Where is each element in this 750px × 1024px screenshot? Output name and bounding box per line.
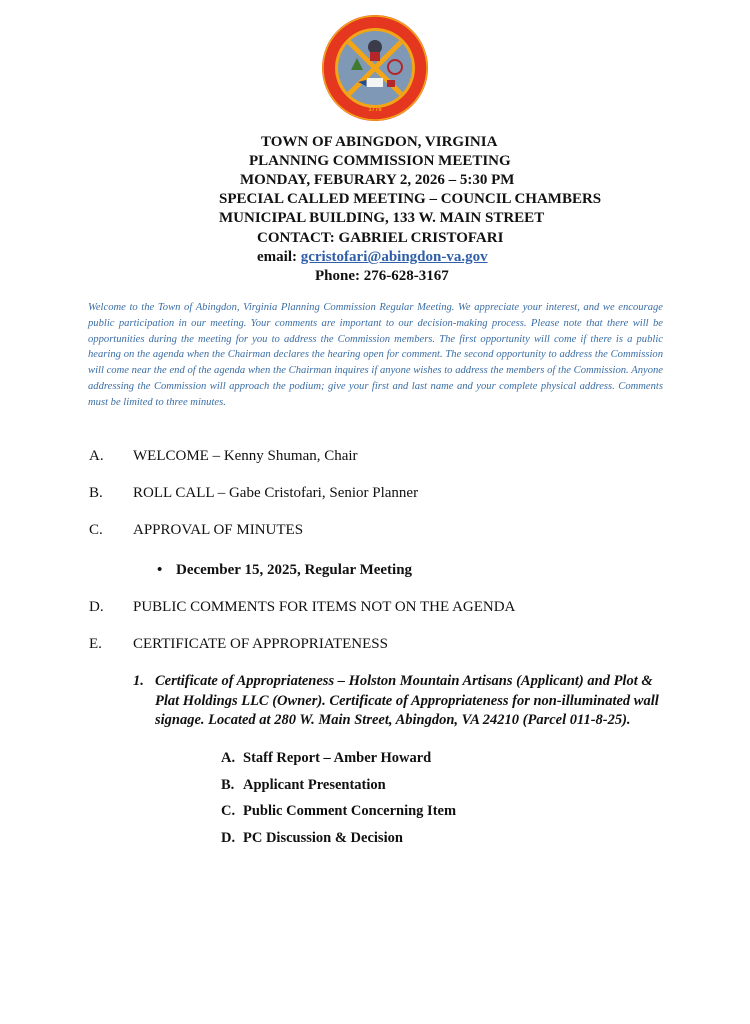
agenda-letter: D. (89, 599, 104, 615)
minutes-bullet-text: December 15, 2025, Regular Meeting (176, 562, 413, 578)
agenda-text: WELCOME – Kenny Shuman, Chair (133, 448, 358, 464)
agenda-text: PUBLIC COMMENTS FOR ITEMS NOT ON THE AGENDA (133, 599, 516, 615)
agenda-text: APPROVAL OF MINUTES (133, 522, 304, 538)
header-contact: CONTACT: GABRIEL CRISTOFARI (257, 230, 504, 246)
subitem-letter: C. (221, 803, 236, 819)
agenda-letter: B. (89, 485, 103, 501)
agenda-letter: E. (89, 636, 102, 652)
email-label: email: (257, 249, 301, 265)
agenda-text: CERTIFICATE OF APPROPRIATENESS (133, 636, 388, 652)
town-seal-icon (321, 14, 429, 122)
email-link[interactable]: gcristofari@abingdon-va.gov (300, 249, 488, 265)
header-phone: Phone: 276-628-3167 (315, 268, 449, 284)
header-email-line (257, 248, 488, 267)
subitem-letter: D. (221, 830, 236, 846)
header-commission: PLANNING COMMISSION MEETING (249, 153, 511, 169)
coa-item-text: Certificate of Appropriateness – Holston Mountain Artisans (Applicant) and Plot & Plat Holdings LLC (Owner). Certificate of Appropriateness for non-illuminated wall signage. Located at 280 W. Main Street, Abingdon, VA 24210 (Parcel 011-8-25). (155, 673, 659, 728)
header-location: MUNICIPAL BUILDING, 133 W. MAIN STREET (219, 210, 545, 226)
subitem-text: Public Comment Concerning Item (243, 803, 457, 819)
seal-year: 1778 (368, 107, 382, 113)
welcome-paragraph: Welcome to the Town of Abingdon, Virginia Planning Commission Regular Meeting. We appreciate your interest, and we encourage public participation in our meeting. Your comments are important to our decision-making process. Please note that there will be opportunities during the meeting for you to address the Commission members. The first opportunity will come if there is a public hearing on the agenda when the Chairman declares the hearing open for comment. The second opportunity to address the Commission will come near the end of the agenda when the Chairman inquires if anyone wishes to address the members of the Commission. Anyone addressing the Commission will approach the podium; give your first and last name and your complete physical address. Comments must be limited to three minutes. (88, 302, 663, 408)
header-date: MONDAY, FEBURARY 2, 2026 – 5:30 PM (240, 172, 515, 188)
subitem-letter: A. (221, 750, 236, 766)
agenda-letter: A. (89, 448, 104, 464)
header-town: TOWN OF ABINGDON, VIRGINIA (261, 134, 498, 150)
agenda-text: ROLL CALL – Gabe Cristofari, Senior Planner (133, 485, 419, 501)
subitem-text: Applicant Presentation (243, 777, 386, 793)
subitem-text: PC Discussion & Decision (243, 830, 403, 846)
header-meeting-type: SPECIAL CALLED MEETING – COUNCIL CHAMBERS (219, 191, 602, 207)
bullet-dot: • (157, 562, 163, 578)
coa-item-number: 1. (133, 673, 144, 689)
subitem-letter: B. (221, 777, 235, 793)
subitem-text: Staff Report – Amber Howard (243, 750, 432, 766)
agenda-letter: C. (89, 522, 103, 538)
